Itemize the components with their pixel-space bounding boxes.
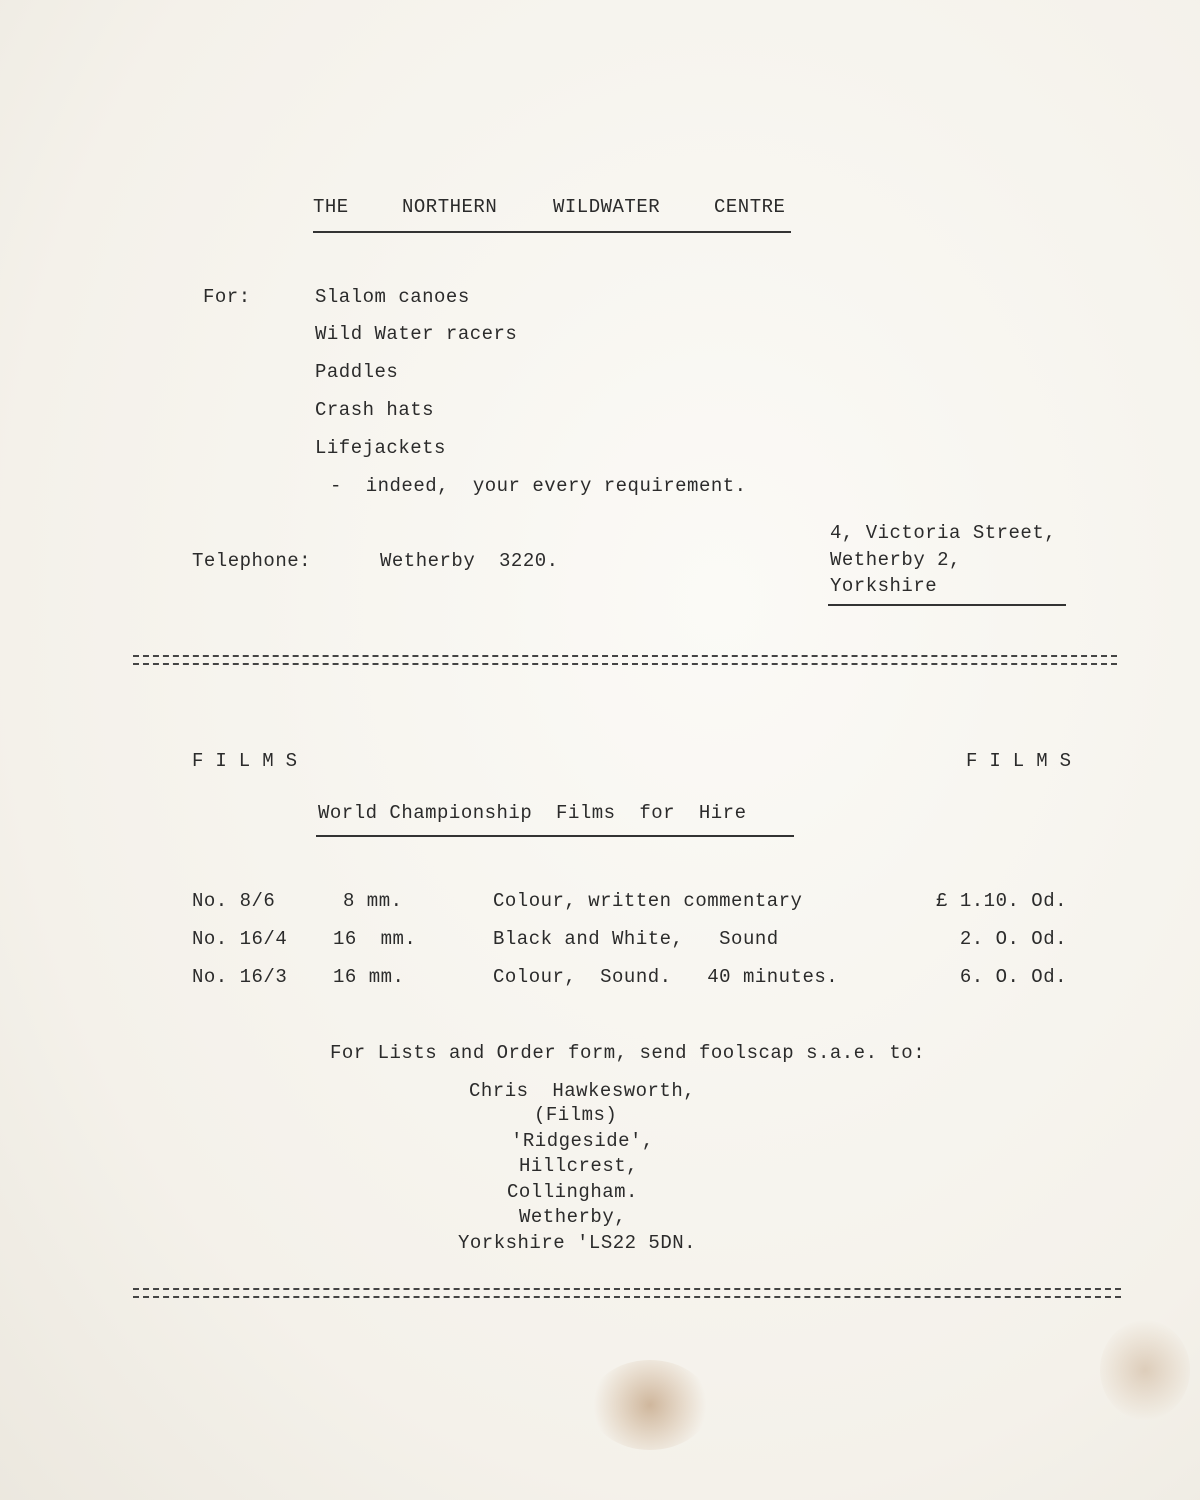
address-underline: [828, 604, 1066, 606]
film-description: Colour, Sound. 40 minutes.: [493, 966, 839, 988]
list-item: Slalom canoes: [315, 286, 470, 308]
coffee-stain: [590, 1360, 710, 1450]
list-item: Lifejackets: [315, 437, 446, 459]
film-price: 2. O. Od.: [959, 928, 1067, 950]
contact-line: Yorkshire 'LS22 5DN.: [458, 1232, 697, 1254]
section-divider: [133, 1288, 1121, 1298]
title-word: NORTHERN: [402, 196, 498, 218]
telephone-label: Telephone:: [192, 550, 312, 572]
subtitle-underline: [316, 835, 794, 837]
title-word: WILDWATER: [553, 196, 661, 218]
films-subtitle: World Championship Films for Hire: [318, 802, 747, 824]
address-line: Yorkshire: [830, 575, 938, 597]
film-number: No. 8/6: [192, 890, 276, 912]
film-gauge: 8 mm.: [343, 890, 403, 912]
coffee-stain: [1100, 1320, 1190, 1420]
list-item: Crash hats: [315, 399, 435, 421]
film-gauge: 16 mm.: [333, 928, 417, 950]
contact-line: Wetherby,: [519, 1206, 627, 1228]
film-price: £ 1.10. Od.: [936, 890, 1067, 912]
film-number: No. 16/3: [192, 966, 288, 988]
film-number: No. 16/4: [192, 928, 288, 950]
address-line: Wetherby 2,: [830, 549, 961, 571]
film-description: Colour, written commentary: [493, 890, 803, 912]
telephone-number: Wetherby 3220.: [380, 550, 559, 572]
film-gauge: 16 mm.: [333, 966, 405, 988]
contact-line: Hillcrest,: [519, 1155, 639, 1177]
tagline: - indeed, your every requirement.: [330, 475, 747, 497]
for-label: For:: [203, 286, 251, 308]
address-line: 4, Victoria Street,: [830, 522, 1057, 544]
title-underline: [313, 231, 791, 233]
list-item: Wild Water racers: [315, 323, 518, 345]
list-item: Paddles: [315, 361, 399, 383]
film-description: Black and White, Sound: [493, 928, 779, 950]
contact-line: (Films): [534, 1104, 618, 1126]
order-instructions: For Lists and Order form, send foolscap s.a.e. to:: [330, 1042, 926, 1064]
section-divider: [133, 655, 1117, 665]
films-heading-left: FILMS: [192, 750, 310, 772]
contact-line: Collingham.: [507, 1181, 638, 1203]
title-word: CENTRE: [714, 196, 786, 218]
contact-line: 'Ridgeside',: [511, 1130, 654, 1152]
contact-line: Chris Hawkesworth,: [469, 1080, 696, 1102]
film-price: 6. O. Od.: [959, 966, 1067, 988]
films-heading-right: FILMS: [966, 750, 1084, 772]
title-word: THE: [313, 196, 349, 218]
